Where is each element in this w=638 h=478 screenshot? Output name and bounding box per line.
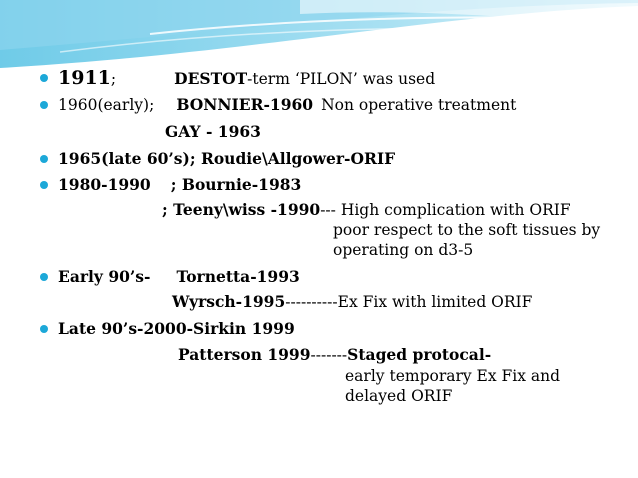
bullet-icon [40,325,48,333]
line-patterson: Patterson 1999-------Staged protocal- [178,345,492,364]
bullet-icon [40,74,48,82]
line-teeny: ; Teeny\wiss -1990--- High complication with ORIF [162,200,571,219]
bullet-icon [40,101,48,109]
line-delayed: delayed ORIF [345,387,453,405]
header-decoration [0,0,638,70]
line-1965: 1965(late 60’s); Roudie\Allgower-ORIF [58,149,396,168]
line-operating: operating on d3-5 [333,241,474,259]
bullet-icon [40,273,48,281]
line-early-90s: Early 90’s- Tornetta-1993 [58,267,300,286]
line-early-temporary: early temporary Ex Fix and [345,367,561,385]
line-late-90s: Late 90’s-2000-Sirkin 1999 [58,319,295,338]
bullet-icon [40,155,48,163]
line-1980: 1980-1990 ; Bournie-1983 [58,175,302,194]
line-wyrsch: Wyrsch-1995----------Ex Fix with limited ORIF [172,292,533,311]
line-1960: 1960(early); BONNIER-1960 Non operative treatment [58,95,517,114]
bullet-icon [40,181,48,189]
line-1911: 1911; DESTOT-term ‘PILON’ was used [58,67,436,89]
line-soft-tissue: poor respect to the soft tissues by [333,221,601,239]
line-gay: GAY - 1963 [165,122,261,141]
